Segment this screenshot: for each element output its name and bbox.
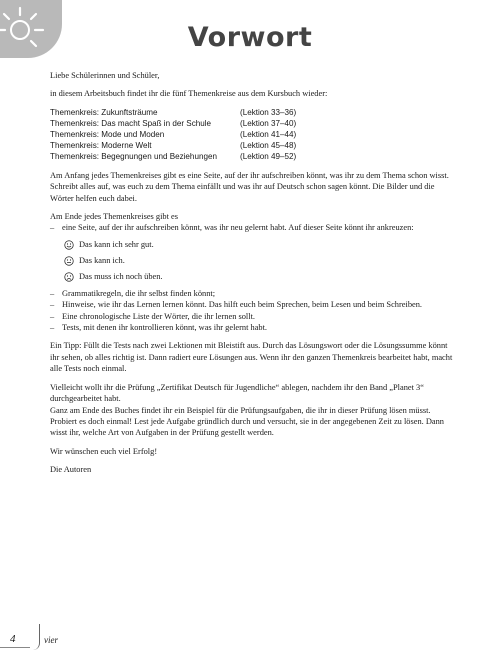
theme-row xyxy=(50,118,458,129)
intro-paragraph: in diesem Arbeitsbuch findet ihr die fünf Themenkreise aus dem Kursbuch wieder: xyxy=(50,89,328,99)
end-list xyxy=(50,222,458,233)
dash-marker: – xyxy=(50,311,55,321)
list-item xyxy=(50,288,458,299)
smiley-label: Das kann ich sehr gut. xyxy=(79,240,154,250)
page-number-word: vier xyxy=(44,635,58,645)
end-list-continued xyxy=(50,288,458,334)
self-assessment-list xyxy=(64,237,458,285)
preface-body xyxy=(50,70,458,483)
theme-lessons: (Lektion 33–36) xyxy=(240,107,297,117)
dash-marker: – xyxy=(50,223,55,233)
theme-name: Themenkreis: Begegnungen und Beziehungen xyxy=(50,151,217,161)
list-item-text: Tests, mit denen ihr kontrollieren könnt, was ihr gelernt habt. xyxy=(62,323,268,333)
theme-row xyxy=(50,129,458,140)
page-title: Vorwort xyxy=(187,22,313,53)
theme-name: Themenkreis: Mode und Moden xyxy=(50,129,165,139)
theme-lessons: (Lektion 49–52) xyxy=(240,151,297,161)
theme-name: Themenkreis: Moderne Welt xyxy=(50,140,152,150)
footer-bracket xyxy=(33,624,40,650)
list-item xyxy=(64,269,458,285)
smiley-happy-icon xyxy=(64,240,74,250)
list-item-text: Eine chronologische Liste der Wörter, die ihr lernen sollt. xyxy=(62,311,256,321)
exam-paragraph-1: Vielleicht wollt ihr die Prüfung „Zertifikat Deutsch für Jugendliche“ ablegen, nachdem ihr den Band „Planet 3“ durchgearbeitet habt. xyxy=(50,382,424,404)
footer-rule xyxy=(0,647,30,648)
theme-lessons: (Lektion 45–48) xyxy=(240,140,297,150)
theme-row xyxy=(50,107,458,118)
list-item-text: eine Seite, auf der ihr aufschreiben könnt, was ihr neu gelernt habt. Auf dieser Seite könnt ihr ankreuzen: xyxy=(62,223,414,233)
greeting: Liebe Schülerinnen und Schüler, xyxy=(50,71,160,80)
list-item xyxy=(64,237,458,253)
smiley-label: Das kann ich. xyxy=(79,256,125,266)
wish-paragraph: Wir wünschen euch viel Erfolg! xyxy=(50,446,158,456)
theme-lessons: (Lektion 37–40) xyxy=(240,118,297,128)
page-number: 4 xyxy=(10,633,16,645)
list-item xyxy=(50,322,458,333)
theme-row xyxy=(50,151,458,162)
exam-paragraph-2: Ganz am Ende des Buches findet ihr ein Beispiel für die Prüfungsaufgaben, die ihr in dieser Prüfung lösen müsst. xyxy=(50,405,431,415)
smiley-sad-icon xyxy=(64,272,74,282)
theme-lessons: (Lektion 41–44) xyxy=(240,129,297,139)
dash-marker: – xyxy=(50,300,55,310)
theme-list xyxy=(50,107,458,162)
list-item-text: Grammatikregeln, die ihr selbst finden könnt; xyxy=(62,288,216,298)
exam-paragraph-3: Probiert es doch einmal! Lest jede Aufgabe gründlich durch und versucht, sie in der angegebenen Zeit zu lösen. Dann wisst ihr, welche Art von Aufgaben in der Prüfung gestellt werden. xyxy=(50,416,444,438)
list-item xyxy=(50,299,458,310)
end-paragraph-intro: Am Ende jedes Themenkreises gibt es xyxy=(50,212,178,222)
tip-paragraph: Ein Tipp: Füllt die Tests nach zwei Lektionen mit Bleistift aus. Durch das Lösungswort oder die Lösungssumme könnt ihr sehen, ob alles richtig ist. Dann radiert eure Lösungen aus. Wenn ihr den ganzen Themenkreis bearbeitet habt, macht alle Tests noch einmal. xyxy=(50,341,453,374)
list-item-text: Hinweise, wie ihr das Lernen lernen könnt. Das hilft euch beim Sprechen, beim Lesen und beim Schreiben. xyxy=(62,300,423,310)
list-item xyxy=(64,253,458,269)
list-item xyxy=(50,222,458,233)
start-paragraph: Am Anfang jedes Themenkreises gibt es eine Seite, auf der ihr aufschreiben könnt, was ihr zu dem Thema schon wisst. Schreibt alles auf, was euch zu dem Thema einfällt und was ihr auf Deutsch schon sagen könnt. Die Bilder und die Wörter helfen euch dabei. xyxy=(50,170,449,203)
smiley-neutral-icon xyxy=(64,256,74,266)
theme-name: Themenkreis: Zukunftsträume xyxy=(50,107,158,117)
list-item xyxy=(50,311,458,322)
signature: Die Autoren xyxy=(50,465,92,475)
dash-marker: – xyxy=(50,288,55,298)
theme-row xyxy=(50,140,458,151)
theme-name: Themenkreis: Das macht Spaß in der Schule xyxy=(50,118,212,128)
smiley-label: Das muss ich noch üben. xyxy=(79,272,163,282)
dash-marker: – xyxy=(50,323,55,333)
